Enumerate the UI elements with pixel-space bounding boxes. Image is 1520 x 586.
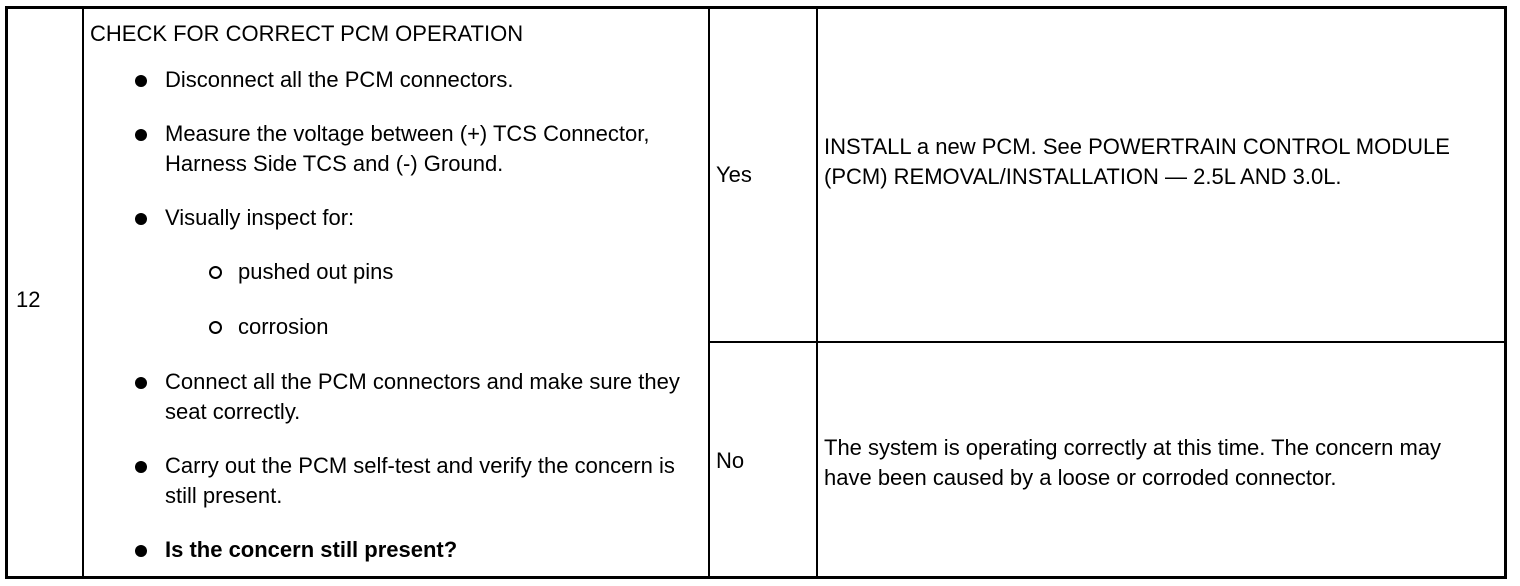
bullet-text: Disconnect all the PCM connectors.: [165, 67, 514, 92]
step-number: 12: [16, 287, 41, 312]
bullet-item: [90, 65, 710, 95]
row-divider-yes-no: [708, 341, 1504, 343]
bullet-icon: [135, 461, 147, 473]
remedy-yes: INSTALL a new PCM. See POWERTRAIN CONTROL MODULE (PCM) REMOVAL/INSTALLATION — 2.5L AND 3.0L.: [824, 134, 1450, 189]
bullet-text: Carry out the PCM self-test and verify the concern is still present.: [165, 453, 675, 508]
bullet-icon: [135, 377, 147, 389]
bullet-item: [90, 367, 710, 427]
result-yes: Yes: [716, 162, 752, 187]
bullet-icon: [135, 545, 147, 557]
column-divider-result: [816, 9, 818, 576]
bullet-text: Visually inspect for:: [165, 205, 355, 230]
diagnostic-table: [5, 6, 1507, 579]
circle-bullet-icon: [209, 321, 222, 334]
sub-bullet-text: corrosion: [238, 314, 329, 339]
bullet-text: Measure the voltage between (+) TCS Connector, Harness Side TCS and (-) Ground.: [165, 121, 650, 176]
bullet-icon: [135, 129, 147, 141]
bullet-item: [90, 119, 710, 179]
circle-bullet-icon: [209, 266, 222, 279]
bullet-icon: [135, 213, 147, 225]
column-divider-step: [82, 9, 84, 576]
bullet-text: Connect all the PCM connectors and make sure they seat correctly.: [165, 369, 680, 424]
action-heading: CHECK FOR CORRECT PCM OPERATION: [90, 21, 524, 46]
sub-bullet-text: pushed out pins: [238, 259, 394, 284]
bullet-item-question: [90, 535, 710, 565]
result-no: No: [716, 448, 745, 473]
remedy-no: The system is operating correctly at this time. The concern may have been caused by a loose or corroded connector.: [824, 435, 1442, 490]
bullet-item: [90, 203, 710, 233]
sub-bullet-item: [90, 257, 710, 287]
bullet-item: [90, 451, 710, 511]
action-cell: [90, 19, 710, 565]
bullet-text: Is the concern still present?: [165, 537, 458, 562]
sub-bullet-item: [90, 312, 710, 342]
bullet-icon: [135, 75, 147, 87]
